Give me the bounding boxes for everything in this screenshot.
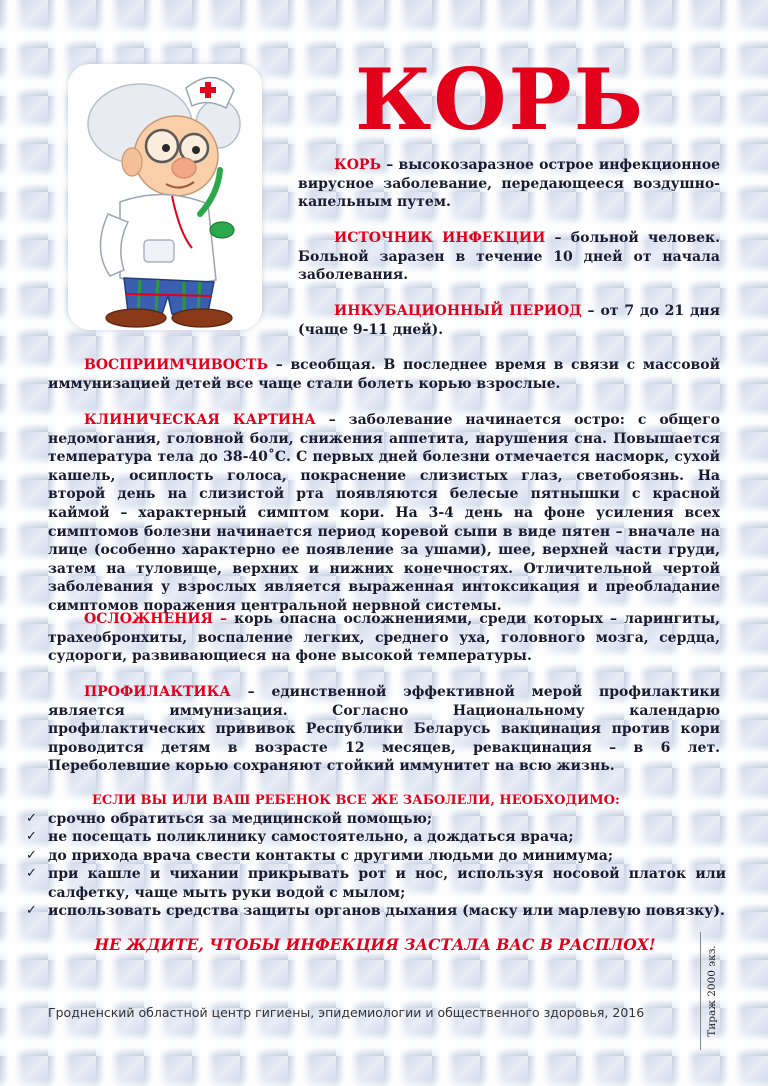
susceptibility-text: – всеобщая. В последнее время в связи с массовой иммунизацией детей все чаще стали болеть корью взрослые.	[48, 357, 720, 392]
circulation-note	[700, 932, 722, 1050]
list-item-text: при кашле и чихании прикрывать рот и нос, используя носовой платок или салфетку, чаще мыть руки водой с мылом;	[48, 866, 726, 901]
list-item	[26, 902, 726, 920]
source-paragraph	[298, 229, 720, 285]
susceptibility-paragraph	[48, 356, 720, 393]
check-icon: ✓	[26, 866, 37, 882]
page-title: КОРЬ	[354, 50, 646, 149]
definition-label: КОРЬ	[334, 157, 382, 173]
must-list	[26, 810, 726, 920]
clinical-paragraph	[48, 411, 720, 616]
check-icon: ✓	[26, 847, 37, 863]
prevention-label: ПРОФИЛАКТИКА	[84, 684, 231, 700]
list-item-text: срочно обратиться за медицинской помощью;	[48, 811, 432, 827]
list-item-text: использовать средства защиты органов дыхания (маску или марлевую повязку).	[48, 903, 725, 920]
list-item	[26, 865, 726, 902]
footer-organization: Гродненский областной центр гигиены, эпидемиологии и общественного здоровья, 2016	[48, 1005, 645, 1020]
list-item	[26, 810, 726, 828]
list-item-text: до прихода врача свести контакты с другими людьми до минимума;	[48, 847, 614, 864]
check-icon: ✓	[26, 829, 37, 845]
incubation-paragraph	[298, 302, 720, 339]
warning-slogan: НЕ ЖДИТЕ, ЧТОБЫ ИНФЕКЦИЯ ЗАСТАЛА ВАС В РАСПЛОХ!	[94, 935, 656, 954]
complications-paragraph	[48, 610, 720, 666]
clinical-label: КЛИНИЧЕСКАЯ КАРТИНА	[84, 412, 316, 428]
incubation-label: ИНКУБАЦИОННЫЙ ПЕРИОД	[334, 303, 582, 319]
source-label: ИСТОЧНИК ИНФЕКЦИИ	[334, 230, 546, 246]
definition-text: – высокозаразное острое инфекционное вирусное заболевание, передающееся воздушно-капельным путем.	[298, 157, 720, 211]
definition-paragraph	[298, 156, 720, 212]
check-icon: ✓	[26, 903, 37, 919]
incubation-text: – от 7 до 21 дня (чаще 9-11 дней).	[298, 303, 720, 338]
must-heading: ЕСЛИ ВЫ ИЛИ ВАШ РЕБЕНОК ВСЕ ЖЕ ЗАБОЛЕЛИ, НЕОБХОДИМО:	[92, 793, 620, 808]
list-item	[26, 847, 726, 865]
complications-label: ОСЛОЖНЕНИЯ –	[84, 611, 228, 627]
clinical-text: – заболевание начинается остро: с общего недомогания, головной боли, снижения аппетита, нарушения сна. Повышается температура тела до 38-40˚С. С первых дней болезни отмечается насморк, сухой кашель, осиплость голоса, покраснение слизистых глаз, светобоязнь. На второй день на слизистой рта появляются белесые пятнышки с красной каймой – характерный симптом кори. На 3-4 день на фоне усиления всех симптомов болезни начинается период коревой сыпи в виде пятен – вначале на лице (особенно характерно ее появление за ушами), шее, верхней части груди, затем на туловище, верхних и нижних конечностях. Отличительной чертой заболевания у взрослых является выраженная интоксикация и преобладание симптомов поражения центральной нервной системы.	[48, 412, 720, 614]
prevention-text: – единственной эффективной мерой профилактики является иммунизация. Согласно Национальному календарю профилактических прививок Республики Беларусь вакцинация против кори проводится детям в возрасте 12 месяцев, ревакцинация – в 6 лет. Переболевшие корью сохраняют стойкий иммунитет на всю жизнь.	[48, 684, 720, 775]
susceptibility-label: ВОСПРИИМЧИВОСТЬ	[84, 357, 269, 373]
circulation-text: Тираж 2000 экз.	[705, 945, 718, 1037]
prevention-paragraph	[48, 683, 720, 776]
source-text: – больной человек. Больной заразен в течение 10 дней от начала заболевания.	[298, 230, 720, 284]
list-item	[26, 828, 726, 846]
list-item-text: не посещать поликлинику самостоятельно, а дождаться врача;	[48, 829, 574, 846]
complications-text: корь опасна осложнениями, среди которых – ларингиты, трахеобронхиты, воспаление легких, среднего уха, головного мозга, сердца, судороги, развивающиеся на фоне высокой температуры.	[48, 611, 721, 665]
doctor-cartoon-icon	[68, 64, 262, 330]
check-icon: ✓	[26, 811, 37, 826]
